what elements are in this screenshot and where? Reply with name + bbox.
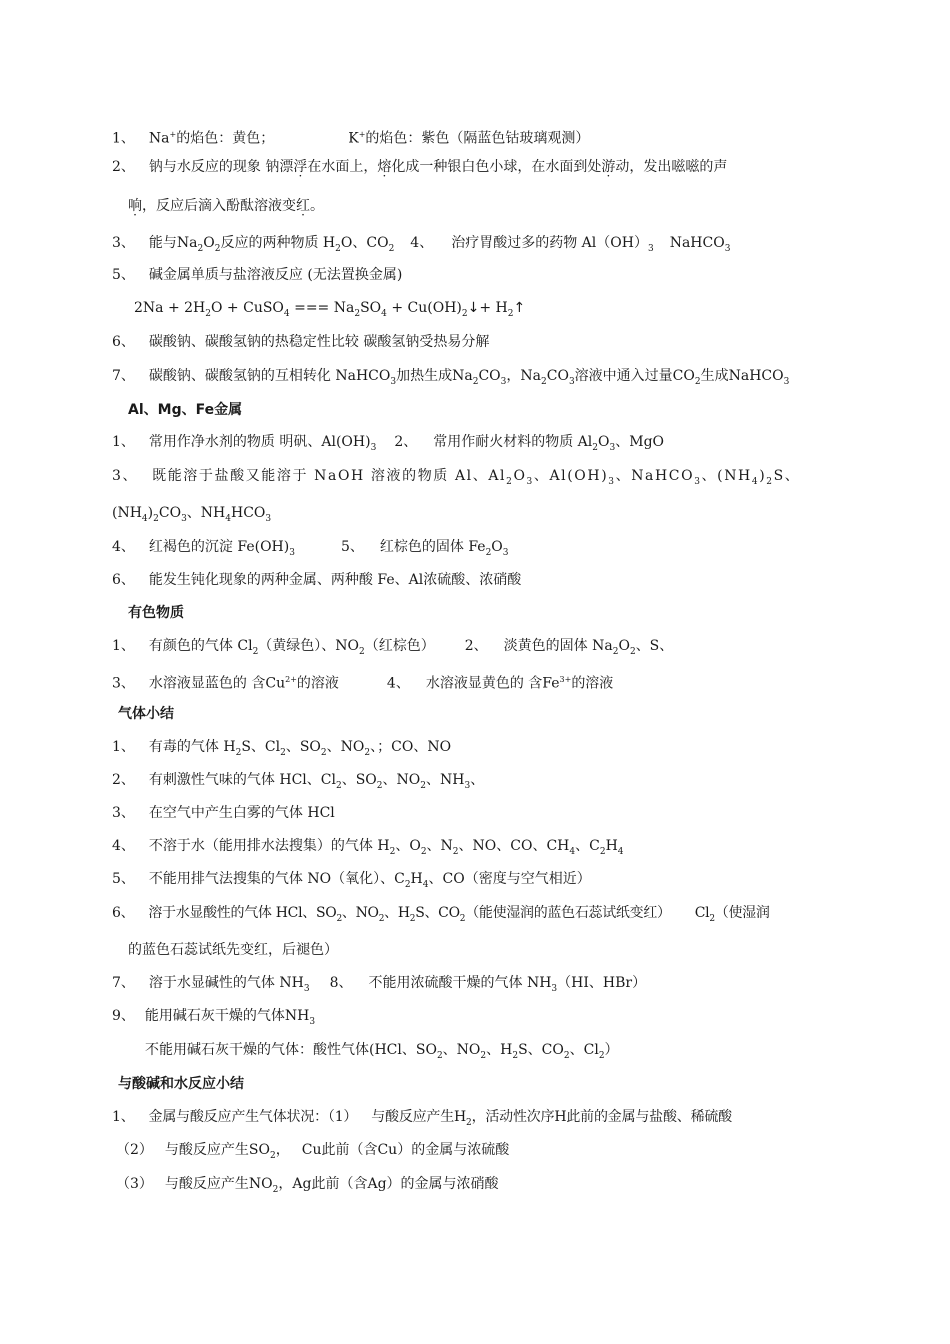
item-number: 4、 — [410, 235, 434, 251]
down-arrow-icon: ↓ — [467, 300, 480, 316]
reactions-line-3: （3） 与酸反应产生$NO_2$，Ag此前（含Ag）的金属与浓硝酸 — [116, 1176, 499, 1195]
alkali-line-2-cont: 响，反应后滴入酚酞溶液变红。 — [128, 198, 324, 214]
item-number: 1、 — [112, 638, 135, 654]
item-number: 1、 — [112, 434, 135, 450]
gases-line-3: 3、 在空气中产生白雾的气体 HCl — [112, 805, 335, 821]
up-arrow-icon: ↑ — [513, 300, 526, 316]
item-number: 5、 — [112, 267, 135, 283]
metals-line-3-cont: $(NH_4)_2CO_3$、$NH_4HCO_3$ — [112, 505, 272, 524]
item-number: 1、 — [112, 739, 135, 755]
section-heading-reactions: 与酸碱和水反应小结 — [118, 1076, 244, 1092]
colored-line-3: 3、 水溶液显蓝色的 含$Cu^{2+}$的溶液 4、 水溶液显黄色的 含$Fe^{3+}$的溶液 — [112, 675, 614, 692]
gases-line-1: 1、 有毒的气体 $H_2S$、$Cl_2$、$SO_2$、$NO_2$、；CO、NO — [112, 739, 452, 758]
emphasis-char: 红 — [296, 198, 310, 214]
k-ion: K — [348, 130, 359, 147]
gases-line-5: 5、 不能用排气法搜集的气体 NO（氧化）、$C_2H_4$、CO（密度与空气相近） — [112, 871, 591, 890]
gases-line-4: 4、 不溶于水（能用排水法搜集）的气体 $H_2$、$O_2$、$N_2$、NO、CO、$CH_4$、$C_2H_4$ — [112, 838, 624, 857]
item-number: 1、 — [112, 130, 135, 147]
item-number: 1、 — [112, 1109, 135, 1125]
emphasis-char: 响 — [128, 198, 142, 214]
item-number: 9、 — [112, 1008, 135, 1024]
emphasis-char: 熔 — [377, 159, 392, 175]
alkali-line-1: 1、 Na+的焰色：黄色； K+的焰色：紫色（隔蓝色钴玻璃观测） — [112, 130, 590, 147]
reactions-line-1: 1、 金属与酸反应产生气体状况：（1） 与酸反应产生$H_2$，活动性次序H此前的金属与盐酸、稀硫酸 — [112, 1109, 732, 1128]
metals-line-1: 1、 常用作净水剂的物质 明矾、$Al(OH)_3$ 2、 常用作耐火材料的物质 $Al_2O_3$、MgO — [112, 434, 665, 453]
item-number: 3、 — [112, 805, 135, 821]
section-heading-metals: Al、Mg、Fe金属 — [128, 402, 243, 418]
item-number: 2、 — [464, 638, 488, 654]
item-number: 3、 — [112, 235, 135, 251]
item-number: 7、 — [112, 975, 135, 991]
alkali-line-2: 2、 钠与水反应的现象 钠漂浮在水面上，熔化成一种银白色小球，在水面到处游动，发出嗞嗞的声 — [112, 159, 728, 175]
section-heading-gases: 气体小结 — [118, 706, 174, 722]
na-flame-color: 的焰色：黄色； — [176, 130, 275, 147]
item-number: 7、 — [112, 368, 135, 384]
item-number: 2、 — [394, 434, 418, 450]
gases-line-7: 7、 溶于水显碱性的气体 $NH_3$ 8、 不能用浓硫酸干燥的气体 $NH_3(HI$、HBr） — [112, 975, 647, 994]
item-number: 2、 — [112, 772, 135, 788]
reactions-line-2: （2） 与酸反应产生$SO_2$， Cu此前（含Cu）的金属与浓硫酸 — [116, 1142, 510, 1161]
gases-line-6-cont: 的蓝色石蕊试纸先变红，后褪色） — [128, 942, 338, 958]
item-number: 4、 — [112, 838, 135, 854]
metals-line-6: 6、 能发生钝化现象的两种金属、两种酸 Fe、Al浓硫酸、浓硝酸 — [112, 572, 522, 588]
metals-line-4: 4、 红褐色的沉淀 $Fe(OH)_3$ 5、 红棕色的固体 $Fe_2O_3$ — [112, 539, 509, 558]
item-number: 3、 — [112, 468, 139, 484]
reaction-equation: $2Na + 2H_2O$ + CuSO$_4$ === $Na_2SO_4$ + $Cu(OH)_2↓+$ $H_2↑$ — [134, 300, 526, 319]
gases-line-9-cont: 不能用碱石灰干燥的气体：酸性气体(HCl、$SO_2$、$NO_2$、$H_2S$、$CO_2$、$Cl_2$） — [145, 1042, 619, 1061]
alkali-line-3: 3、 能与$Na_2O_2$反应的两种物质 $H_2O$、$CO_2$ 4、 治疗胃酸过多的药物 $Al(OH)_3$ NaHCO$_3$ — [112, 235, 731, 254]
emphasis-char: 浮 — [293, 159, 308, 175]
na-ion: Na — [148, 130, 170, 147]
gases-line-6: 6、 溶于水显酸性的气体 HCl、$SO_2$、$NO_2$、$H_2S$、$CO_2$（能使湿润的蓝色石蕊试纸变红） $Cl_2$（使湿润 — [112, 905, 770, 924]
item-number: 6、 — [112, 572, 135, 588]
section-heading-colored: 有色物质 — [128, 605, 184, 621]
k-flame-color: 的焰色：紫色（隔蓝色钴玻璃观测） — [365, 130, 590, 147]
colored-line-1: 1、 有颜色的气体 $Cl_2$（黄绿色）、$NO_2$（红棕色） 2、 淡黄色的固体 $Na_2O_2$、S、 — [112, 638, 674, 657]
item-number: 5、 — [112, 871, 135, 887]
item-number: 2、 — [112, 159, 135, 175]
gases-line-9: 9、 能用碱石灰干燥的气体$NH_3$ — [112, 1008, 316, 1027]
gases-line-2: 2、 有刺激性气味的气体 HCl、$Cl_2$、$SO_2$、$NO_2$、$NH_3$、 — [112, 772, 485, 791]
item-number: 5、 — [340, 539, 364, 555]
alkali-line-5: 5、 碱金属单质与盐溶液反应 (无法置换金属) — [112, 267, 403, 283]
item-number: 4、 — [112, 539, 135, 555]
item-number: 3、 — [112, 675, 135, 692]
emphasis-char: 游 — [601, 159, 616, 175]
item-number: 4、 — [386, 675, 410, 692]
item-number: 8、 — [329, 975, 353, 991]
alkali-line-6: 6、 碳酸钠、碳酸氢钠的热稳定性比较 碳酸氢钠受热易分解 — [112, 334, 490, 350]
metals-line-3: 3、 既能溶于盐酸又能溶于 NaOH 溶液的物质 Al、$Al_2O_3$、$Al(OH)_3$、NaHCO$_3$、$(NH_4)_2S$、 — [112, 468, 801, 487]
item-number: 6、 — [112, 334, 135, 350]
alkali-line-7: 7、 碳酸钠、碳酸氢钠的互相转化 NaHCO$_3$加热生成$Na_2CO_3$，$Na_2CO_3$溶液中通入过量$CO_2$生成NaHCO$_3$ — [112, 368, 790, 387]
item-number: 6、 — [112, 905, 135, 921]
